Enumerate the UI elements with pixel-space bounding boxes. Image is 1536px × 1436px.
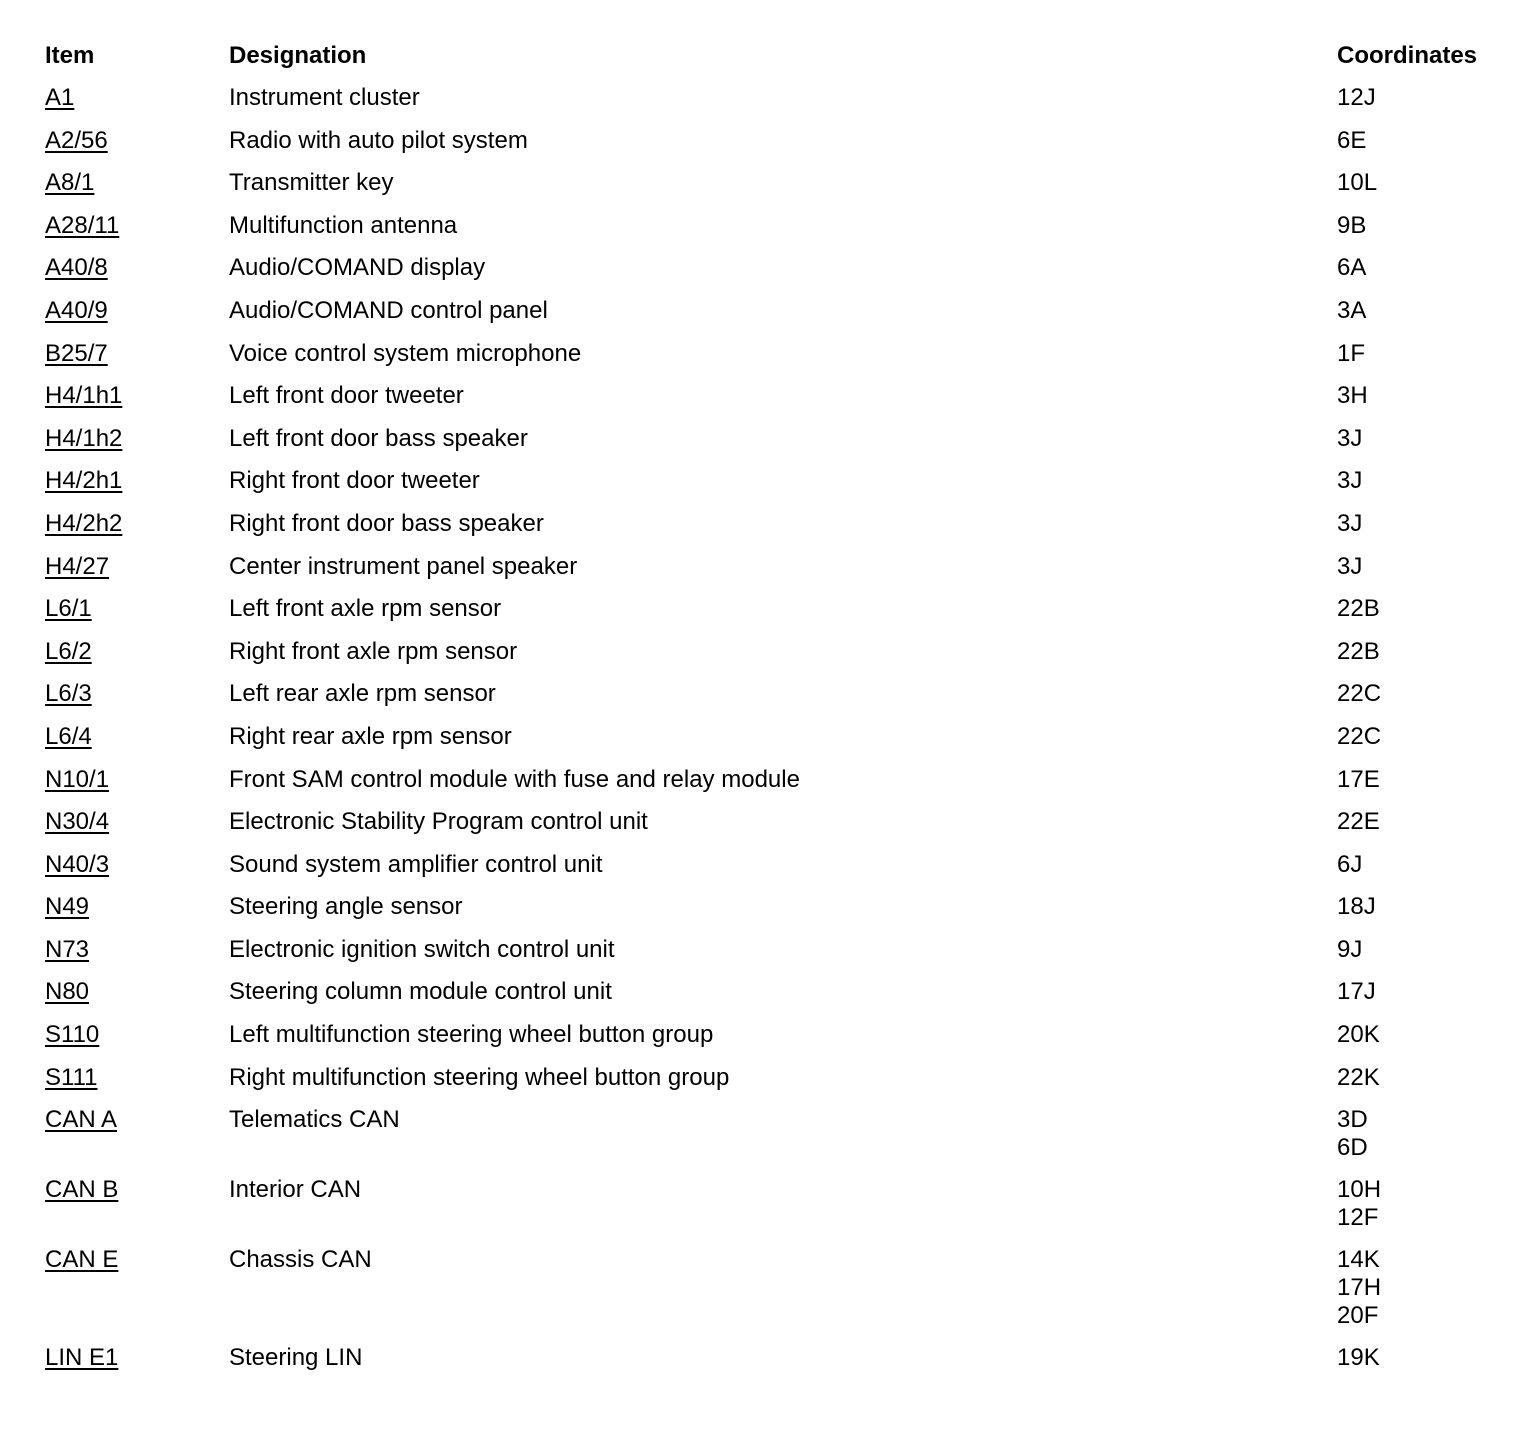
item-link[interactable]: N80 bbox=[45, 978, 90, 1006]
designation-text: Audio/COMAND control panel bbox=[229, 296, 548, 324]
coordinate-value: 22C bbox=[1337, 722, 1382, 750]
item-link[interactable]: H4/27 bbox=[45, 552, 110, 580]
table-row bbox=[0, 1064, 1536, 1107]
coordinates-cell bbox=[1337, 1021, 1380, 1049]
item-link[interactable]: CAN E bbox=[45, 1246, 119, 1274]
designation-text: Interior CAN bbox=[229, 1176, 362, 1204]
coordinates-cell bbox=[1337, 851, 1362, 879]
designation-text: Transmitter key bbox=[229, 169, 394, 197]
designation-text: Audio/COMAND display bbox=[229, 254, 486, 282]
item-link[interactable]: N40/3 bbox=[45, 850, 110, 878]
table-row bbox=[0, 1021, 1536, 1064]
coordinate-value: 6D bbox=[1337, 1134, 1368, 1162]
coordinate-value: 22C bbox=[1337, 680, 1382, 708]
coordinates-cell bbox=[1337, 680, 1381, 708]
header-coordinates: Coordinates bbox=[1337, 42, 1478, 69]
coordinates-cell bbox=[1337, 1344, 1380, 1372]
designation-text: Telematics CAN bbox=[229, 1106, 400, 1134]
designation-text: Left front door tweeter bbox=[229, 382, 464, 410]
table-row bbox=[0, 382, 1536, 425]
coordinate-value: 17H bbox=[1337, 1274, 1382, 1302]
item-link[interactable]: H4/1h1 bbox=[45, 382, 123, 410]
table-row bbox=[0, 1246, 1536, 1344]
designation-text: Electronic Stability Program control unit bbox=[229, 808, 648, 836]
designation-text: Right front door bass speaker bbox=[229, 509, 544, 537]
designation-text: Steering LIN bbox=[229, 1344, 363, 1372]
item-link[interactable]: L6/3 bbox=[45, 680, 92, 708]
table-header bbox=[0, 40, 1536, 72]
designation-text: Chassis CAN bbox=[229, 1246, 372, 1274]
table-row bbox=[0, 1176, 1536, 1246]
coordinate-value: 3H bbox=[1337, 382, 1368, 410]
table-body bbox=[0, 84, 1536, 1387]
coordinate-value: 6J bbox=[1337, 850, 1363, 878]
table-row bbox=[0, 893, 1536, 936]
table-row bbox=[0, 467, 1536, 510]
table-row bbox=[0, 1344, 1536, 1387]
item-link[interactable]: L6/2 bbox=[45, 637, 92, 665]
table-row bbox=[0, 851, 1536, 894]
coordinate-value: 10H bbox=[1337, 1176, 1382, 1204]
table-row bbox=[0, 936, 1536, 979]
coordinates-cell bbox=[1337, 978, 1376, 1006]
item-link[interactable]: L6/4 bbox=[45, 722, 92, 750]
coordinates-cell bbox=[1337, 1176, 1381, 1232]
coordinates-cell bbox=[1337, 340, 1365, 368]
coordinate-value: 19K bbox=[1337, 1344, 1380, 1372]
table-row bbox=[0, 638, 1536, 681]
designation-text: Front SAM control module with fuse and relay module bbox=[229, 765, 800, 793]
coordinates-cell bbox=[1337, 467, 1362, 495]
item-link[interactable]: A8/1 bbox=[45, 169, 95, 197]
coordinate-value: 6A bbox=[1337, 254, 1367, 282]
coordinate-value: 20F bbox=[1337, 1302, 1379, 1330]
coordinate-value: 17J bbox=[1337, 978, 1376, 1006]
table-row bbox=[0, 254, 1536, 297]
table-row bbox=[0, 212, 1536, 255]
coordinates-cell bbox=[1337, 595, 1380, 623]
coordinates-cell bbox=[1337, 638, 1380, 666]
table-row bbox=[0, 680, 1536, 723]
designation-text: Multifunction antenna bbox=[229, 211, 458, 239]
table-row bbox=[0, 723, 1536, 766]
coordinate-value: 18J bbox=[1337, 893, 1376, 921]
item-link[interactable]: A40/8 bbox=[45, 254, 108, 282]
coordinates-cell bbox=[1337, 382, 1368, 410]
item-link[interactable]: N49 bbox=[45, 893, 90, 921]
coordinates-cell bbox=[1337, 1106, 1368, 1162]
item-link[interactable]: CAN B bbox=[45, 1176, 119, 1204]
coordinate-value: 3A bbox=[1337, 296, 1367, 324]
designation-text: Left multifunction steering wheel button group bbox=[229, 1021, 714, 1049]
coordinates-cell bbox=[1337, 808, 1380, 836]
item-link[interactable]: H4/1h2 bbox=[45, 424, 123, 452]
coordinates-cell bbox=[1337, 254, 1366, 282]
coordinates-cell bbox=[1337, 510, 1362, 538]
table-row bbox=[0, 297, 1536, 340]
coordinates-cell bbox=[1337, 425, 1362, 453]
item-link[interactable]: A28/11 bbox=[45, 211, 120, 239]
designation-text: Instrument cluster bbox=[229, 84, 420, 111]
table-row bbox=[0, 808, 1536, 851]
coordinate-value: 22K bbox=[1337, 1063, 1380, 1091]
item-link[interactable]: A1 bbox=[45, 84, 75, 111]
coordinates-cell bbox=[1337, 84, 1376, 112]
coordinate-value: 1F bbox=[1337, 339, 1366, 367]
designation-text: Steering angle sensor bbox=[229, 893, 463, 921]
table-row bbox=[0, 766, 1536, 809]
designation-text: Electronic ignition switch control unit bbox=[229, 935, 615, 963]
header-designation: Designation bbox=[229, 42, 367, 69]
coordinate-value: 3J bbox=[1337, 552, 1363, 580]
coordinate-value: 9J bbox=[1337, 935, 1363, 963]
designation-text: Sound system amplifier control unit bbox=[229, 850, 603, 878]
item-link[interactable]: L6/1 bbox=[45, 595, 92, 623]
coordinate-value: 22E bbox=[1337, 808, 1380, 836]
designation-text: Steering column module control unit bbox=[229, 978, 612, 1006]
table-row bbox=[0, 169, 1536, 212]
table-row bbox=[0, 510, 1536, 553]
coordinate-value: 22B bbox=[1337, 637, 1380, 665]
item-link[interactable]: S110 bbox=[45, 1021, 100, 1049]
designation-text: Right multifunction steering wheel button group bbox=[229, 1063, 730, 1091]
item-link[interactable]: B25/7 bbox=[45, 339, 108, 367]
coordinates-cell bbox=[1337, 127, 1366, 155]
coordinates-cell bbox=[1337, 1246, 1381, 1330]
coordinates-cell bbox=[1337, 212, 1366, 240]
coordinate-value: 3J bbox=[1337, 467, 1363, 495]
table-row bbox=[0, 84, 1536, 127]
coordinate-value: 3J bbox=[1337, 509, 1363, 537]
designation-text: Radio with auto pilot system bbox=[229, 126, 528, 154]
coordinates-cell bbox=[1337, 893, 1376, 921]
item-link[interactable]: A2/56 bbox=[45, 126, 108, 154]
coordinate-value: 14K bbox=[1337, 1246, 1380, 1274]
designation-text: Left rear axle rpm sensor bbox=[229, 680, 496, 708]
coordinate-value: 20K bbox=[1337, 1021, 1380, 1049]
table-row bbox=[0, 127, 1536, 170]
designation-text: Right front door tweeter bbox=[229, 467, 480, 495]
coordinates-cell bbox=[1337, 297, 1366, 325]
coordinates-cell bbox=[1337, 553, 1362, 581]
coordinates-cell bbox=[1337, 766, 1380, 794]
item-link[interactable]: N10/1 bbox=[45, 765, 110, 793]
coordinate-value: 6E bbox=[1337, 126, 1367, 154]
designation-text: Left front axle rpm sensor bbox=[229, 595, 502, 623]
coordinate-value: 12J bbox=[1337, 84, 1376, 111]
item-link[interactable]: N30/4 bbox=[45, 808, 110, 836]
item-link[interactable]: H4/2h2 bbox=[45, 509, 123, 537]
item-link[interactable]: N73 bbox=[45, 935, 90, 963]
coordinate-value: 3J bbox=[1337, 424, 1363, 452]
designation-text: Right rear axle rpm sensor bbox=[229, 722, 512, 750]
item-link[interactable]: A40/9 bbox=[45, 296, 108, 324]
coordinates-cell bbox=[1337, 1064, 1380, 1092]
designation-text: Center instrument panel speaker bbox=[229, 552, 578, 580]
table-row bbox=[0, 1106, 1536, 1176]
designation-text: Left front door bass speaker bbox=[229, 424, 528, 452]
coordinate-value: 17E bbox=[1337, 765, 1380, 793]
table-row bbox=[0, 553, 1536, 596]
coordinate-value: 3D bbox=[1337, 1106, 1368, 1134]
coordinate-value: 10L bbox=[1337, 169, 1378, 197]
item-link[interactable]: S111 bbox=[45, 1063, 98, 1091]
item-link[interactable]: CAN A bbox=[45, 1106, 118, 1134]
designation-text: Voice control system microphone bbox=[229, 339, 582, 367]
item-link[interactable]: LIN E1 bbox=[45, 1344, 119, 1372]
table-row bbox=[0, 425, 1536, 468]
coordinates-cell bbox=[1337, 723, 1381, 751]
item-link[interactable]: H4/2h1 bbox=[45, 467, 123, 495]
coordinates-cell bbox=[1337, 936, 1362, 964]
table-row bbox=[0, 595, 1536, 638]
designation-text: Right front axle rpm sensor bbox=[229, 637, 518, 665]
coordinate-value: 9B bbox=[1337, 211, 1367, 239]
table-row bbox=[0, 978, 1536, 1021]
header-item: Item bbox=[45, 42, 95, 69]
table-row bbox=[0, 340, 1536, 383]
coordinates-cell bbox=[1337, 169, 1377, 197]
coordinate-value: 22B bbox=[1337, 595, 1380, 623]
coordinate-value: 12F bbox=[1337, 1204, 1379, 1232]
